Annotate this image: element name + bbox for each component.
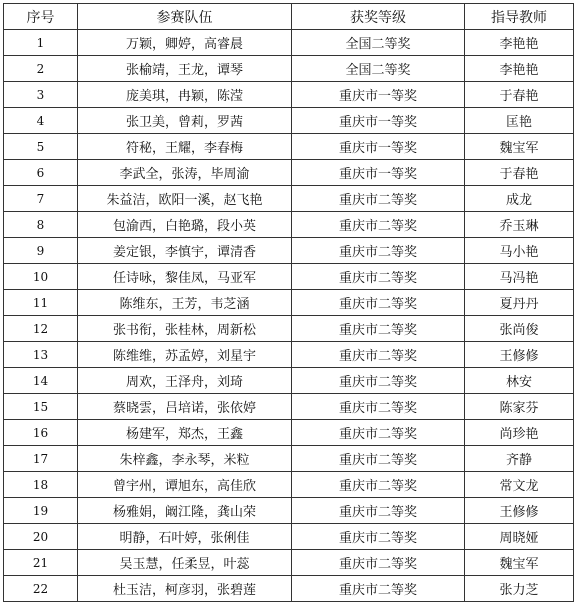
cell-team: 庞美琪，冉颖，陈滢	[78, 82, 292, 108]
table-row	[4, 498, 574, 524]
cell-team: 蔡晓雲，吕培诺，张依婷	[78, 394, 292, 420]
cell-no: 4	[4, 108, 78, 134]
cell-teacher: 成龙	[465, 186, 574, 212]
table-row	[4, 342, 574, 368]
cell-no: 11	[4, 290, 78, 316]
cell-no: 7	[4, 186, 78, 212]
cell-award-level: 重庆市二等奖	[292, 524, 465, 550]
cell-teacher: 魏宝军	[465, 134, 574, 160]
table-row	[4, 264, 574, 290]
table-row	[4, 446, 574, 472]
cell-no: 22	[4, 576, 78, 602]
cell-team: 李武全，张涛，毕周渝	[78, 160, 292, 186]
cell-award-level: 重庆市二等奖	[292, 550, 465, 576]
table-row	[4, 212, 574, 238]
cell-team: 朱益洁，欧阳一溪，赵飞艳	[78, 186, 292, 212]
cell-teacher: 齐静	[465, 446, 574, 472]
cell-team: 朱梓鑫，李永琴，米粒	[78, 446, 292, 472]
cell-award-level: 重庆市一等奖	[292, 82, 465, 108]
cell-team: 包渝西，白艳璐，段小英	[78, 212, 292, 238]
cell-team: 张书衔，张桂林，周新松	[78, 316, 292, 342]
cell-award-level: 重庆市一等奖	[292, 108, 465, 134]
cell-award-level: 重庆市二等奖	[292, 264, 465, 290]
cell-team: 吴玉慧，任柔昱，叶蕊	[78, 550, 292, 576]
cell-teacher: 林安	[465, 368, 574, 394]
table-row	[4, 82, 574, 108]
cell-award-level: 重庆市二等奖	[292, 290, 465, 316]
table-row	[4, 394, 574, 420]
cell-no: 2	[4, 56, 78, 82]
cell-teacher: 魏宝军	[465, 550, 574, 576]
cell-teacher: 常文龙	[465, 472, 574, 498]
cell-no: 8	[4, 212, 78, 238]
cell-award-level: 重庆市二等奖	[292, 212, 465, 238]
cell-no: 5	[4, 134, 78, 160]
cell-award-level: 重庆市二等奖	[292, 576, 465, 602]
table-body	[4, 30, 574, 602]
cell-team: 万颖，卿婷，高睿晨	[78, 30, 292, 56]
table-row	[4, 316, 574, 342]
cell-award-level: 重庆市二等奖	[292, 472, 465, 498]
cell-team: 张卫美，曾莉，罗茜	[78, 108, 292, 134]
cell-team: 陈维东，王芳，韦芝涵	[78, 290, 292, 316]
cell-teacher: 乔玉琳	[465, 212, 574, 238]
cell-team: 杜玉洁，柯彦羽，张碧莲	[78, 576, 292, 602]
cell-award-level: 重庆市二等奖	[292, 498, 465, 524]
header-no: 序号	[4, 4, 78, 30]
cell-award-level: 重庆市一等奖	[292, 134, 465, 160]
cell-teacher: 于春艳	[465, 82, 574, 108]
table-row	[4, 238, 574, 264]
cell-team: 杨雅娟，阚江隆，龚山荣	[78, 498, 292, 524]
cell-team: 曾宇州，谭旭东，高佳欣	[78, 472, 292, 498]
cell-no: 20	[4, 524, 78, 550]
cell-teacher: 于春艳	[465, 160, 574, 186]
table-row	[4, 56, 574, 82]
cell-no: 17	[4, 446, 78, 472]
cell-award-level: 重庆市二等奖	[292, 368, 465, 394]
cell-award-level: 重庆市二等奖	[292, 420, 465, 446]
cell-team: 符秘，王耀，李春梅	[78, 134, 292, 160]
awards-table	[3, 3, 574, 602]
cell-teacher: 匡艳	[465, 108, 574, 134]
cell-team: 陈维维，苏孟婷，刘星宇	[78, 342, 292, 368]
table-row	[4, 30, 574, 56]
cell-teacher: 王修修	[465, 342, 574, 368]
cell-team: 张榆靖，王龙，谭琴	[78, 56, 292, 82]
cell-teacher: 尚珍艳	[465, 420, 574, 446]
table-row	[4, 550, 574, 576]
cell-award-level: 全国二等奖	[292, 30, 465, 56]
cell-teacher: 周晓娅	[465, 524, 574, 550]
cell-award-level: 重庆市二等奖	[292, 186, 465, 212]
cell-award-level: 全国二等奖	[292, 56, 465, 82]
cell-teacher: 李艳艳	[465, 30, 574, 56]
cell-team: 明静，石叶婷，张俐佳	[78, 524, 292, 550]
table-row	[4, 134, 574, 160]
cell-no: 13	[4, 342, 78, 368]
cell-no: 1	[4, 30, 78, 56]
cell-no: 15	[4, 394, 78, 420]
table-row	[4, 420, 574, 446]
cell-teacher: 张尚俊	[465, 316, 574, 342]
cell-no: 21	[4, 550, 78, 576]
cell-award-level: 重庆市二等奖	[292, 238, 465, 264]
table-row	[4, 186, 574, 212]
cell-no: 12	[4, 316, 78, 342]
cell-teacher: 张力芝	[465, 576, 574, 602]
cell-award-level: 重庆市二等奖	[292, 316, 465, 342]
cell-team: 周欢，王泽舟，刘琦	[78, 368, 292, 394]
table-row	[4, 524, 574, 550]
table-row	[4, 108, 574, 134]
header-teacher: 指导教师	[465, 4, 574, 30]
cell-team: 姜定银，李慎宇，谭清香	[78, 238, 292, 264]
cell-award-level: 重庆市二等奖	[292, 342, 465, 368]
cell-award-level: 重庆市二等奖	[292, 446, 465, 472]
cell-award-level: 重庆市二等奖	[292, 394, 465, 420]
cell-no: 9	[4, 238, 78, 264]
cell-award-level: 重庆市一等奖	[292, 160, 465, 186]
header-team: 参赛队伍	[78, 4, 292, 30]
table-row	[4, 472, 574, 498]
cell-no: 19	[4, 498, 78, 524]
table-row	[4, 368, 574, 394]
cell-teacher: 马冯艳	[465, 264, 574, 290]
cell-team: 杨建军，郑杰，王鑫	[78, 420, 292, 446]
table-row	[4, 290, 574, 316]
cell-no: 14	[4, 368, 78, 394]
cell-teacher: 陈家芬	[465, 394, 574, 420]
header-level: 获奖等级	[292, 4, 465, 30]
header-row	[4, 4, 574, 30]
cell-no: 3	[4, 82, 78, 108]
cell-team: 任诗咏，黎佳凤，马亚军	[78, 264, 292, 290]
cell-teacher: 王修修	[465, 498, 574, 524]
cell-teacher: 李艳艳	[465, 56, 574, 82]
page-bottom-edge	[0, 592, 576, 602]
cell-teacher: 夏丹丹	[465, 290, 574, 316]
table-row	[4, 160, 574, 186]
cell-teacher: 马小艳	[465, 238, 574, 264]
cell-no: 16	[4, 420, 78, 446]
cell-no: 10	[4, 264, 78, 290]
cell-no: 6	[4, 160, 78, 186]
cell-no: 18	[4, 472, 78, 498]
